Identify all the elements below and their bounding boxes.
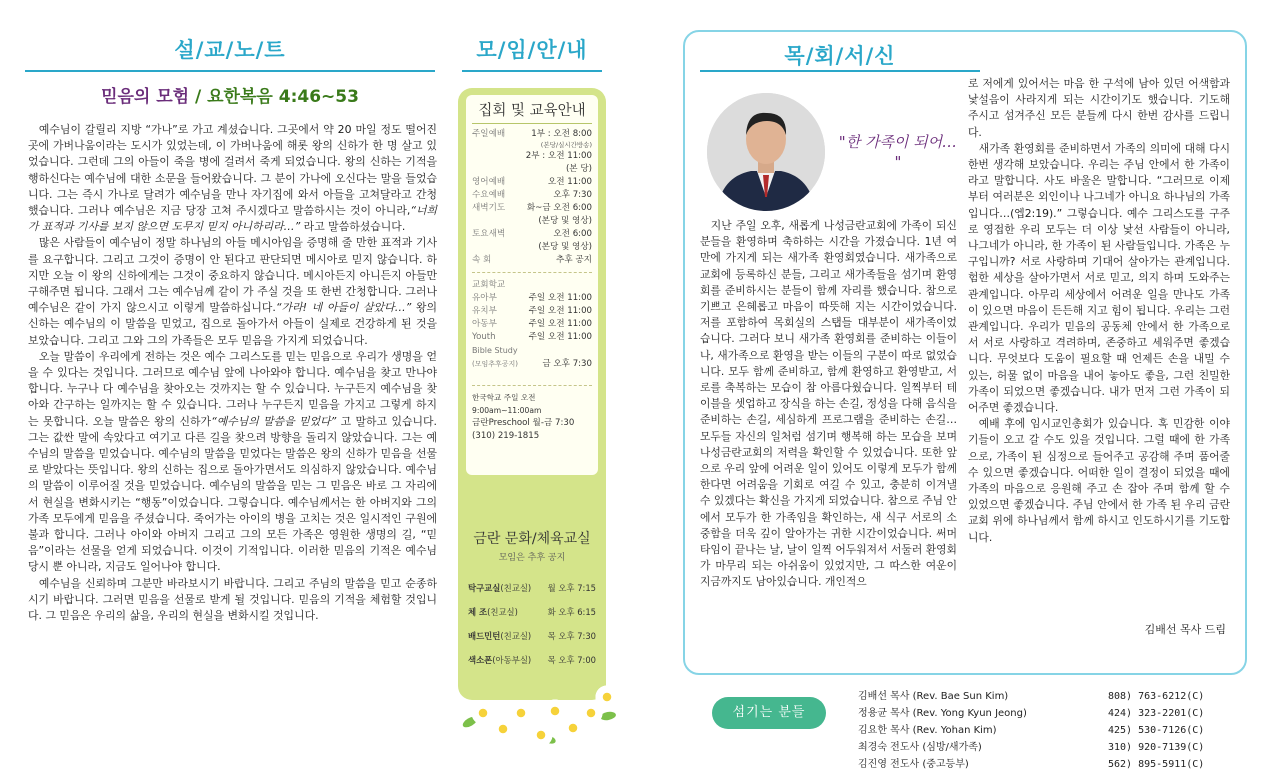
sermon-paragraph: 예수님을 신뢰하며 그분만 바라보시기 바랍니다. 그리고 주님의 말씀을 믿고 순종하시기 바랍니다. 그러면 믿음을 선물로 받게 될 것입니다. 믿음의 기적을 체험할 것입니다. 그 믿음은 우리의 삶을, 우리의 현실을 변화시킬 것입니다.: [28, 576, 437, 623]
sermon-title-text: 믿음의 모험: [101, 87, 190, 107]
preschool: 금란Preschool 월-금 7:30: [472, 418, 575, 428]
staff-row: 김진영 전도사 (중고등부) 562) 895-5911(C): [858, 759, 1205, 770]
schedule-row: 주일예배 1부 : 오전 8:00: [472, 129, 592, 139]
meetings-title: 집회 및 교육안내: [472, 99, 592, 124]
sermon-scripture-reference: / 요한복음 4:46~53: [189, 87, 359, 107]
school-title: 교회학교: [472, 280, 506, 290]
sermon-title: [25, 82, 435, 107]
meetings-section-header: 모/임/안/내: [476, 38, 588, 62]
culture-class-row: 배드민턴(친교실) 목 오후 7:30: [468, 631, 596, 641]
letter-section-header: 목/회/서/신: [784, 44, 896, 68]
culture-title: 금란 문화/체육교실: [473, 531, 591, 547]
letter-header-rule: [700, 70, 980, 72]
schedule-note: (본 당): [565, 164, 592, 174]
sermon-paragraph: 오늘 말씀이 우리에게 전하는 것은 예수 그리스도를 믿는 믿음으로 우리가 생명을 얻을 수 있다는 것입니다. 그러므로 예수님 앞에 나아와야 합니다. 예수님을 찾고 만나야 합니다. 누구나 다 예수님을 찾아오는 것까지는 할 수 있습니다. 누구든지 예수님을 찾아와 간구하는 일까지는 할 수 있습니다. 그러나 누구든지 믿음을 가지고 그렇게 하지는 못합니다. 오늘 말씀은 왕의 신하가“예수님의 말씀을 믿었다” 고 말하고 있습니다. 그는 값싼 말에 속았다고 여기고 다른 길을 찾으려 방향을 돌리지 않았습니다. 그는 예수님의 말씀을 믿었습니다. 예수님의 말씀을 믿었다는 말씀은 왕의 신하가 믿음을 선물로 받았다는 뜻입니다. 왕의 신하는 집으로 돌아가면서도 의심하지 않았습니다. 예수님의 말씀이 이루어질 것을 믿었습니다. 예수님의 말씀을 믿는 그 믿음은 바로 그 자리에서 현실을 변화시키는 “행동”이었습니다. 그렇습니다. 예수님께서는 한 아버지와 그의 가족 모두에게 믿음을 주셨습니다. 죽어가는 아이의 병을 고치는 것은 일시적인 구원에 불과 합니다. 그러나 아이와 아버지 그리고 그의 모든 가족은 영원한 생명의 길, “믿음”이라는 선물을 얻게 되었습니다. 이것이 기적입니다. 이러한 믿음의 기적은 예수님 당시 뿐 아니라, 지금도 일어나야 합니다.: [28, 349, 438, 574]
preschool-phone: (310) 219-1815: [472, 431, 540, 441]
schedule-row: 2부 : 오전 11:00: [525, 151, 592, 161]
schedule-row: 수요예배 오후 7:30: [472, 190, 592, 200]
divider: [472, 385, 592, 386]
schedule-row: 토요새벽 오전 6:00: [472, 229, 592, 239]
staff-label-badge: 섬기는 분들: [712, 697, 826, 729]
letter-paragraph: 지난 주일 오후, 새롭게 나성금란교회에 가족이 되신 분들을 환영하며 축하하는 시간을 가졌습니다. 1년 여 만에 가지게 되는 새가족 환영회였습니다. 새가족으로 교회에 등록하신 분들, 그리고 새가족들을 섬기며 환영회를 준비하시는 분들이 함께 자리를 했습니다. 참으로 기쁘고 은혜롭고 마음이 따뜻해 지는 시간이었습니다. 저를 포함하여 목회실의 스탭들 대부분이 새가족이었습니다. 그러다 보니 새가족 환영회를 준비하는 이들이나, 새가족으로 환영을 받는 이들의 구분이 따로 없었습니다. 모두 함께 준비하고, 함께 환영하고 환영받고, 서로를 축복하는 모습이 참 아름다웠습니다. 일찍부터 테이블을 셋업하고 장식을 하는 손길, 정성을 다해 음식을 준비하는 손길, 세심하게 프로그램을 준비하는 손길… 모두들 자신의 일처럼 섬기며 행복해 하는 모습을 보며 나성금란교회의 저력을 확인할 수 있었습니다. 또한 앞으로 우리 앞에 어려운 일이 있어도 이렇게 모두가 함께 한다면 어려움을 기회로 여길 수 있고, 충분히 이겨낼 수 있겠다는 확신을 가지게 되었습니다. 참으로 주님 안에서 모두가 한 가족임을 확인하는, 새 식구 서로의 소중함을 더욱 깊이 알아가는 귀한 시간이었습니다. 써머타임이 끝나는 날, 날이 일찍 어두워져서 서둘러 환영회가 마무리 되는 아쉬움이 있었지만, 그 따스한 여운이 지금까지도 남아있습니다. 개인적으: [700, 219, 957, 589]
school-row: 유아부 주일 오전 11:00: [472, 293, 592, 303]
letter-paragraph: 예배 후에 임시교인총회가 있습니다. 혹 민감한 이야기들이 오고 갈 수도 있을 것입니다. 그럴 때에 한 가족으로, 가족이 된 심정으로 들어주고 공감해 주며 품어줄 수 있으면 좋겠습니다. 어떠한 일이 결정이 되었을 때에 가족의 마음으로 응원해 주고 손 잡아 주며 함께 할 수 있었으면 좋겠습니다. 주님 안에서 한 가족 된 우리 금란교회 위에 하나님께서 함께 하시고 인도하시기를 기도합니다.: [968, 417, 1230, 544]
letter-text-right: [968, 76, 1230, 546]
school-row: 아동부 주일 오전 11:00: [472, 319, 592, 329]
sermon-paragraph: 많은 사람들이 예수님이 정말 하나님의 아들 메시아임을 증명해 줄 만한 표적과 기사를 요구합니다. 그리고 그것이 증명이 안 된다고 판단되면 메시아로 믿지 않습니다. 하지만 오늘 이 왕의 신하에게는 그것이 중요하지 않습니다. 메시아든지 아니든지 아들만 구해주면 됩니다. 그래서 그는 예수님께 같이 가 주실 것을 또 한번 간청합니다. 그러나 예수님은 같이 가지 않으시고 이렇게 말씀하십니다.“가라! 네 아들이 살았다…” 왕의 신하는 예수님의 이 말씀을 믿었고, 집으로 돌아가서 아들이 실제로 건강하게 된 것을 보았습니다. 그리고 그와 그의 가족들은 모두 믿음을 가지게 되었습니다.: [28, 236, 437, 347]
culture-note: 모임은 추후 공지: [498, 553, 566, 563]
bible-study-label: Bible Study: [472, 346, 518, 355]
staff-row: 김요한 목사 (Rev. Yohan Kim) 425) 530-7126(C): [858, 725, 1205, 736]
korean-school: 한국학교 주일 오전 9:00am~11:00am: [472, 393, 542, 415]
school-row: 유치부 주일 오전 11:00: [472, 306, 592, 316]
staff-list: [858, 688, 1238, 773]
culture-class-row: 탁구교실(친교실) 월 오후 7:15: [468, 583, 596, 593]
school-row: Youth 주일 오전 11:00: [472, 332, 592, 342]
bible-study-row: (모임추후공지) 금 오후 7:30: [472, 359, 592, 369]
letter-signature: 김배선 목사 드림: [1144, 623, 1226, 636]
letter-quote: "한 가족이 되어… ": [838, 133, 958, 171]
schedule-note: (본당 및 영상): [538, 242, 592, 252]
pastor-photo: [707, 93, 825, 211]
schedule-note: (본당/실시간방송): [540, 141, 592, 149]
meetings-schedule-card: [466, 95, 598, 475]
sermon-section-header: 설/교/노/트: [174, 38, 286, 62]
meetings-panel: [458, 88, 606, 700]
culture-class-row: 체 조(친교실) 화 오후 6:15: [468, 607, 596, 617]
letter-text-left: [700, 218, 957, 591]
culture-class-row: 색소폰(아동부실) 목 오후 7:00: [468, 655, 596, 665]
schedule-row: 새벽기도 화~금 오전 6:00: [472, 203, 592, 213]
sermon-body: [28, 122, 437, 624]
schedule-row: 속 회 추후 공지: [472, 255, 592, 265]
divider: [472, 272, 592, 273]
sermon-paragraph: 예수님이 갈릴리 지방 “가나”로 가고 계셨습니다. 그곳에서 약 20 마일 정도 떨어진 곳에 가버나움이라는 도시가 있었는데, 이 가버나움에 해롯 왕의 신하가 한 명 살고 있었습니다. 그런데 그의 아들이 죽을 병에 걸려서 죽게 되었습니다. 왕의 신하는 기적을 행하신다는 예수님에 대한 소문을 들어왔습니다. 그 분이 가나에 오신다는 말을 들었습니다. 그는 즉시 가나로 달려가 예수님을 만나 자기집에 와서 아들을 고쳐달라고 간청했습니다. 그러나 예수님은 지금 당장 고쳐 주시겠다고 말씀하시는 것이 아니라,“너희가 표적과 기사를 보지 않으면 도무지 믿지 아니하리라…” 라고 말씀하셨습니다.: [28, 123, 437, 234]
staff-row: 정용균 목사 (Rev. Yong Kyun Jeong) 424) 323-2201(C): [858, 708, 1205, 719]
letter-paragraph: 로 저에게 있어서는 마음 한 구석에 남아 있던 어색함과 낯설음이 사라지게 되는 시간이기도 했습니다. 기도해 주시고 섬겨주신 모든 분들께 다시 한번 감사를 드립니다.: [968, 77, 1230, 139]
sermon-header-rule: [25, 70, 435, 72]
staff-row: 최경숙 전도사 (심방/새가족) 310) 920-7139(C): [858, 742, 1205, 753]
schedule-note: (본당 및 영상): [538, 216, 592, 226]
schedule-row: 영어예배 오전 11:00: [472, 177, 592, 187]
meetings-header-rule: [462, 70, 602, 72]
staff-row: 김배선 목사 (Rev. Bae Sun Kim) 808) 763-6212(C): [858, 691, 1205, 702]
letter-paragraph: 새가족 환영회를 준비하면서 가족의 의미에 대해 다시 한번 생각해 보았습니다. 우리는 주님 안에서 한 가족이라고 말합니다. 사도 바울은 말합니다. “그러므로 이제부터 여러분은 외인이나 나그네가 아니요 하나님의 가족입니다…(엡2:19).” 그렇습니다. 예수 그리스도를 구주로 영접한 우리 모두는 더 이상 낯선 사람들이 아니라, 나그네가 아니라, 한 가족이 된 사람들입니다. 가족은 누구입니까? 서로 사랑하며 기대어 살아가는 관계입니다. 험한 세상을 살아가면서 서로 믿고, 의지 하며 도와주는 관계입니다. 아무리 세상에서 어려운 일을 만나도 가족이 있으면 마음이 든든해 지고 힘이 됩니다. 우리는 그런 관계입니다. 우리가 믿음의 공동체 안에서 한 가족으로서 서로 사랑하고 격려하며, 존중하고 세워주면 좋겠습니다. 무엇보다 도움이 필요할 때 언제든 손을 내밀 수 있는, 허물 없이 마음을 내어 놓아도 좋을, 그런 친밀한 가족이 되었으면 좋겠습니다. 내가 먼저 그런 가족이 되어주면 좋겠습니다.: [968, 141, 1230, 415]
